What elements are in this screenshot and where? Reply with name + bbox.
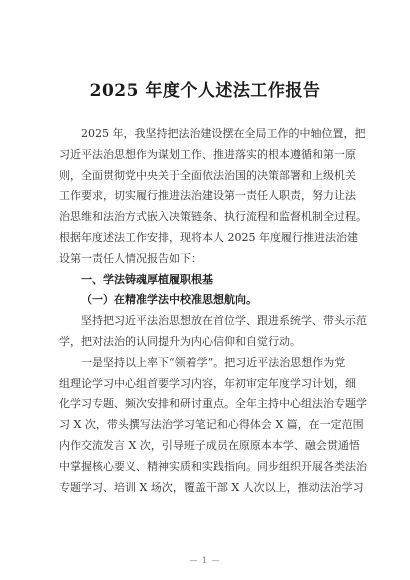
paragraph-line: 组理论学习中心组首要学习内容，年初审定年度学习计划，细 [59,376,356,390]
paragraph-line: 坚持把习近平法治思想放在首位学、跟进系统学、带头示范 [81,314,367,328]
paragraph-line: 习 X 次，带头撰写法治学习笔记和心得体会 X 篇，在一定范围 [59,418,364,432]
subsection-heading: （一）在精准学法中校准思想航向。 [81,293,257,307]
paragraph-line: 工作要求，切实履行推进法治建设第一责任人职责，努力让法 [59,189,356,203]
document-title: 2025 年度个人述法工作报告 [89,81,321,101]
paragraph-line: 根据年度述法工作安排，现将本人 2025 年度履行推进法治建 [59,230,358,244]
paragraph-line: 则，全面贯彻党中央关于全面依法治国的决策部署和上级机关 [59,168,356,182]
paragraph-line: 2025 年，我坚持把法治建设摆在全局工作的中轴位置，把 [81,127,366,140]
paragraph-line: 专题学习、培训 X 场次，覆盖干部 X 人次以上，推动法治学习 [59,480,364,494]
paragraph-line: 一是坚持以上率下“领着学”。把习近平法治思想作为党 [81,355,346,369]
paragraph-line: 习近平法治思想作为谋划工作、推进落实的根本遵循和第一原 [59,147,356,161]
paragraph-line: 化学习专题、频次安排和研讨重点。全年主持中心组法治专题学 [59,397,367,411]
document-body [59,124,367,498]
paragraph-line: 设第一责任人情况报告如下： [59,251,202,265]
page-number: — 1 — [189,556,221,565]
section-heading: 一、学法铸魂厚植履职根基 [81,272,213,286]
paragraph-line: 中掌握核心要义、精神实质和实践指向。同步组织开展各类法治 [59,459,367,473]
paragraph-line: 治思维和法治方式嵌入决策链条、执行流程和监督机制全过程。 [59,210,367,224]
paragraph-line: 内作交流发言 X 次，引导班子成员在原原本本学、融会贯通悟 [59,438,360,452]
paragraph-line: 学，把对法治的认同提升为内心信仰和自觉行动。 [59,334,301,348]
